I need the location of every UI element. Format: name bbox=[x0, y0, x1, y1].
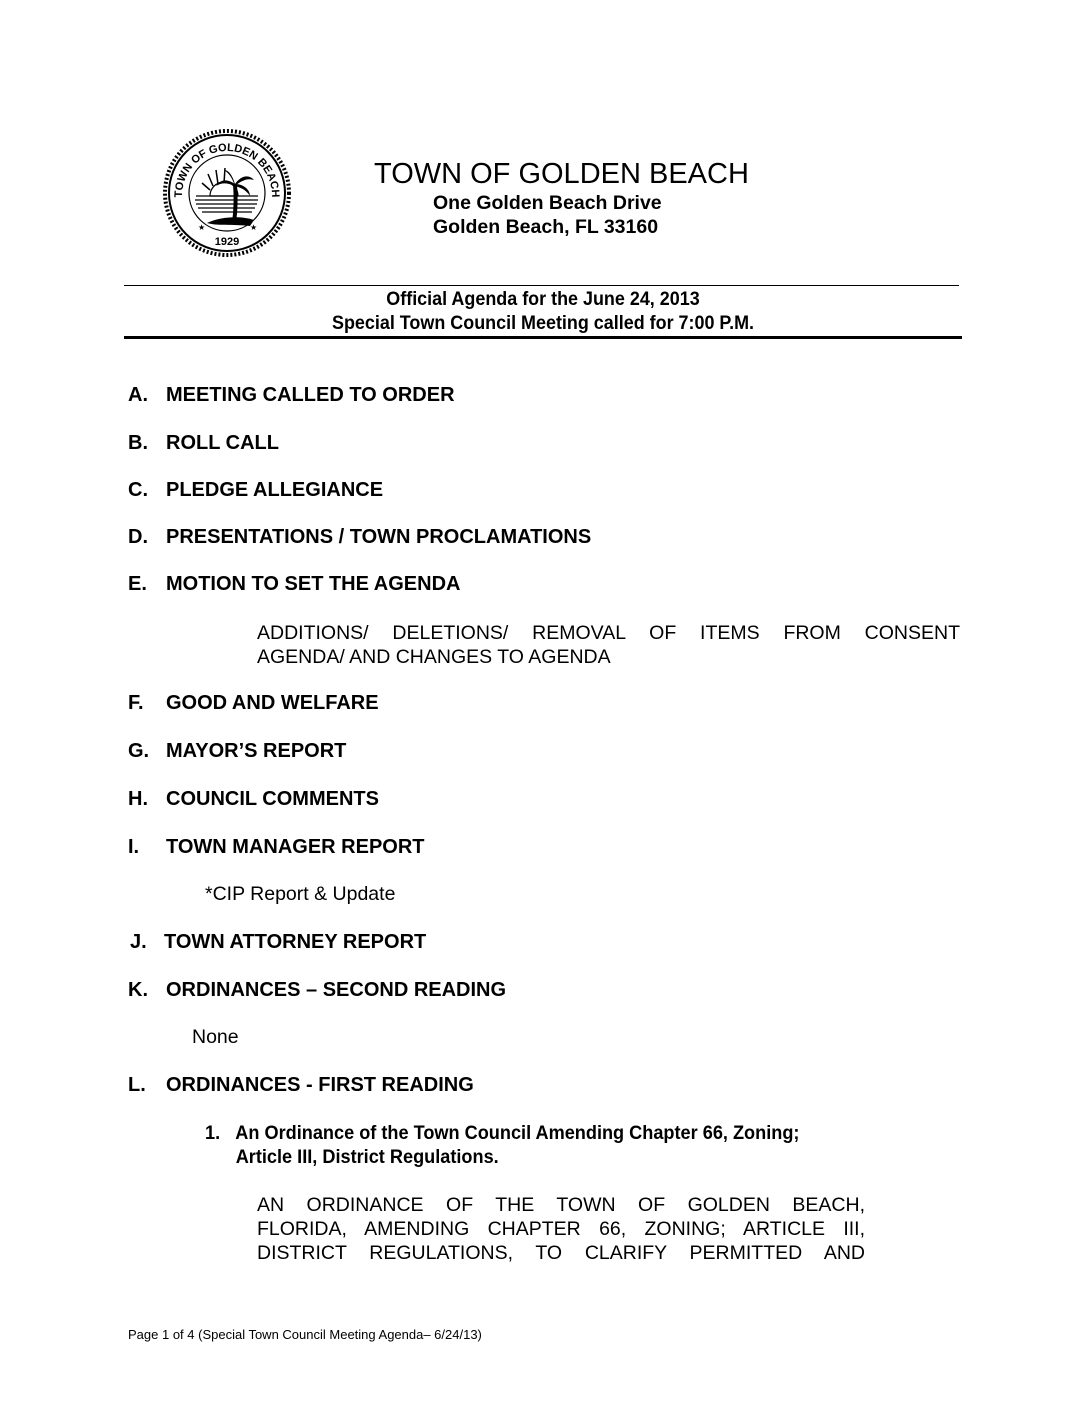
ordinance-title-line-1: An Ordinance of the Town Council Amending Chapter 66, Zoning; bbox=[235, 1122, 800, 1144]
ordinance-body-line-1: AN ORDINANCE OF THE TOWN OF GOLDEN BEACH, bbox=[257, 1194, 865, 1216]
motion-detail-line-2: AGENDA/ AND CHANGES TO AGENDA bbox=[257, 646, 611, 668]
item-letter: L. bbox=[128, 1074, 146, 1096]
agenda-item-g bbox=[128, 740, 346, 763]
item-label: COUNCIL COMMENTS bbox=[166, 788, 379, 810]
item-label: TOWN MANAGER REPORT bbox=[166, 836, 425, 858]
agenda-item-c bbox=[128, 479, 383, 502]
item-label: ORDINANCES - FIRST READING bbox=[166, 1074, 474, 1096]
item-letter: B. bbox=[128, 432, 148, 454]
address-line-1: One Golden Beach Drive bbox=[433, 192, 662, 214]
agenda-item-l bbox=[128, 1074, 474, 1097]
agenda-item-a bbox=[128, 384, 455, 407]
item-label: ORDINANCES – SECOND READING bbox=[166, 979, 507, 1001]
agenda-title-line-2: Special Town Council Meeting called for 7:00 P.M. bbox=[331, 312, 755, 334]
ordinance-body-line-3: DISTRICT REGULATIONS, TO CLARIFY PERMITTED AND bbox=[257, 1242, 865, 1264]
manager-report-detail: *CIP Report & Update bbox=[205, 883, 396, 905]
agenda-item-j bbox=[130, 931, 426, 954]
agenda-item-b bbox=[128, 432, 279, 455]
item-label: ROLL CALL bbox=[166, 432, 279, 454]
item-letter: G. bbox=[128, 740, 150, 762]
item-letter: I. bbox=[128, 836, 140, 858]
agenda-item-h bbox=[128, 788, 379, 811]
ordinance-body bbox=[257, 1193, 865, 1265]
item-label: PLEDGE ALLEGIANCE bbox=[166, 479, 384, 501]
ordinance-number: 1. bbox=[205, 1122, 221, 1144]
item-letter: E. bbox=[128, 573, 147, 595]
item-label: MOTION TO SET THE AGENDA bbox=[166, 573, 461, 595]
agenda-item-f bbox=[128, 692, 379, 715]
page-footer: Page 1 of 4 (Special Town Council Meeting Agenda– 6/24/13) bbox=[128, 1327, 482, 1342]
svg-text:1929: 1929 bbox=[214, 236, 240, 248]
ordinance-body-line-2: FLORIDA, AMENDING CHAPTER 66, ZONING; ARTICLE III, bbox=[257, 1218, 865, 1240]
item-letter: A. bbox=[128, 384, 148, 406]
town-seal-logo bbox=[162, 128, 292, 258]
item-label: PRESENTATIONS / TOWN PROCLAMATIONS bbox=[166, 526, 592, 548]
agenda-title-line-1: Official Agenda for the June 24, 2013 bbox=[386, 288, 700, 310]
item-letter: J. bbox=[130, 931, 147, 953]
header-divider bbox=[124, 285, 959, 286]
agenda-item-e bbox=[128, 573, 460, 596]
item-letter: D. bbox=[128, 526, 148, 548]
svg-text:TOWN OF GOLDEN BEACH: TOWN OF GOLDEN BEACH bbox=[172, 141, 282, 198]
ordinance-title-line-2: Article III, District Regulations. bbox=[235, 1146, 499, 1168]
agenda-item-i bbox=[128, 836, 425, 859]
address-line-2: Golden Beach, FL 33160 bbox=[433, 216, 659, 238]
item-letter: F. bbox=[128, 692, 144, 714]
motion-detail-line-1: ADDITIONS/ DELETIONS/ REMOVAL OF ITEMS FROM CONSENT bbox=[257, 622, 960, 644]
svg-text:★: ★ bbox=[250, 223, 258, 232]
item-label: MEETING CALLED TO ORDER bbox=[166, 384, 455, 406]
organization-name: TOWN OF GOLDEN BEACH bbox=[374, 158, 749, 190]
item-label: GOOD AND WELFARE bbox=[166, 692, 379, 714]
ordinance-title bbox=[205, 1121, 799, 1169]
second-reading-detail: None bbox=[192, 1026, 239, 1048]
item-letter: H. bbox=[128, 788, 148, 810]
item-letter: K. bbox=[128, 979, 148, 1001]
agenda-item-d bbox=[128, 526, 591, 549]
motion-detail bbox=[257, 621, 960, 669]
item-letter: C. bbox=[128, 479, 148, 501]
item-label: TOWN ATTORNEY REPORT bbox=[164, 931, 427, 953]
star-icon: ★ bbox=[198, 223, 206, 232]
title-divider bbox=[124, 336, 962, 339]
agenda-item-k bbox=[128, 979, 506, 1002]
item-label: MAYOR’S REPORT bbox=[166, 740, 347, 762]
